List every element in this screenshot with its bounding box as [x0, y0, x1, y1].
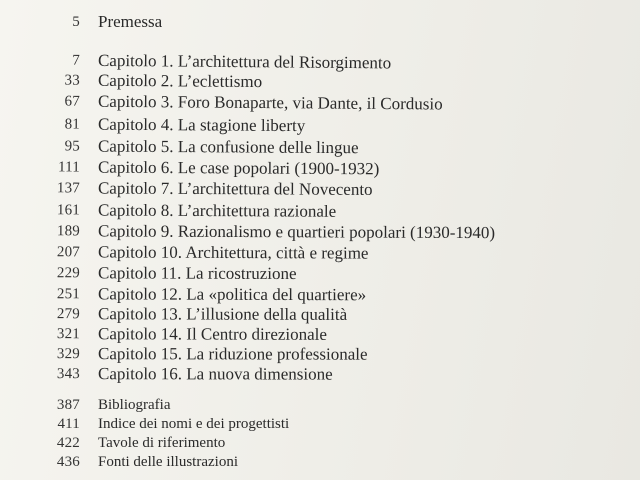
toc-entry-chapter-8	[0, 200, 336, 222]
toc-page-number: 411	[57, 415, 80, 432]
toc-entry-fonti	[0, 452, 238, 472]
toc-title: Capitolo 5. La confusione delle lingue	[97, 136, 359, 158]
toc-title: Capitolo 1. L’architettura del Risorgimento	[97, 50, 392, 73]
toc-entry-chapter-2	[0, 70, 262, 92]
toc-title: Capitolo 16. La nuova dimensione	[97, 364, 333, 384]
toc-page-number: 251	[56, 285, 81, 302]
toc-page-number: 343	[56, 365, 81, 382]
toc-page-number: 137	[56, 179, 81, 196]
toc-page-number: 229	[56, 264, 81, 281]
toc-title: Capitolo 10. Architettura, città e regime	[97, 242, 369, 263]
toc-title: Capitolo 7. L’architettura del Novecento	[97, 178, 373, 199]
toc-page-number: 329	[56, 345, 81, 362]
toc-page-number: 387	[56, 396, 80, 413]
toc-entry-indice-nomi	[0, 414, 289, 434]
toc-page-number: 81	[64, 115, 81, 133]
toc-entry-chapter-4	[0, 114, 305, 136]
toc-title: Capitolo 11. La ricostruzione	[97, 263, 297, 284]
toc-title: Bibliografia	[98, 396, 171, 413]
toc-page-number: 7	[72, 52, 81, 69]
toc-page-number: 321	[56, 325, 81, 342]
toc-page-number: 111	[57, 158, 81, 175]
toc-entry-chapter-14	[0, 324, 327, 345]
toc-page-number: 422	[56, 434, 80, 451]
toc-entry-chapter-5	[0, 136, 359, 158]
toc-title: Capitolo 3. Foro Bonaparte, via Dante, il Cordusio	[97, 91, 443, 114]
toc-title: Capitolo 8. L’architettura razionale	[97, 200, 337, 221]
toc-entry-chapter-12	[0, 284, 366, 305]
toc-entry-chapter-11	[0, 263, 297, 284]
toc-entry-chapter-9	[0, 221, 495, 243]
toc-page-number: 189	[56, 222, 81, 239]
toc-entry-chapter-7	[0, 178, 373, 200]
toc-entry-chapter-3	[0, 91, 443, 114]
toc-title: Capitolo 14. Il Centro direzionale	[97, 324, 327, 344]
toc-title: Fonti delle illustrazioni	[98, 453, 238, 470]
toc-entry-chapter-13	[0, 304, 347, 325]
toc-entry-tavole	[0, 433, 225, 453]
toc-page-number: 436	[56, 453, 80, 470]
toc-entry-premessa	[0, 12, 162, 32]
toc-title: Capitolo 12. La «politica del quartiere»	[97, 284, 367, 305]
toc-page-number: 67	[64, 93, 81, 110]
toc-title: Capitolo 9. Razionalismo e quartieri popolari (1930-1940)	[97, 221, 496, 243]
toc-page-number: 5	[72, 13, 80, 30]
toc-title: Capitolo 15. La riduzione professionale	[97, 344, 368, 364]
toc-entry-chapter-15	[0, 344, 368, 365]
toc-entry-chapter-10	[0, 242, 369, 264]
toc-title: Indice dei nomi e dei progettisti	[98, 415, 290, 432]
toc-entry-bibliografia	[0, 395, 170, 415]
toc-title: Capitolo 2. L’eclettismo	[97, 70, 263, 92]
toc-page-number: 33	[64, 72, 81, 89]
toc-entry-chapter-16	[0, 364, 333, 385]
toc-page-number: 95	[64, 137, 81, 154]
toc-entry-chapter-6	[0, 157, 379, 179]
toc-title: Premessa	[98, 12, 163, 31]
toc-title: Tavole di riferimento	[98, 434, 226, 451]
toc-title: Capitolo 6. Le case popolari (1900-1932)	[97, 157, 380, 179]
toc-title: Capitolo 13. L’illusione della qualità	[97, 304, 348, 324]
toc-page-number: 207	[56, 243, 81, 260]
toc-page-number: 279	[56, 305, 81, 322]
toc-title: Capitolo 4. La stagione liberty	[97, 114, 306, 136]
toc-page-number: 161	[56, 201, 81, 218]
